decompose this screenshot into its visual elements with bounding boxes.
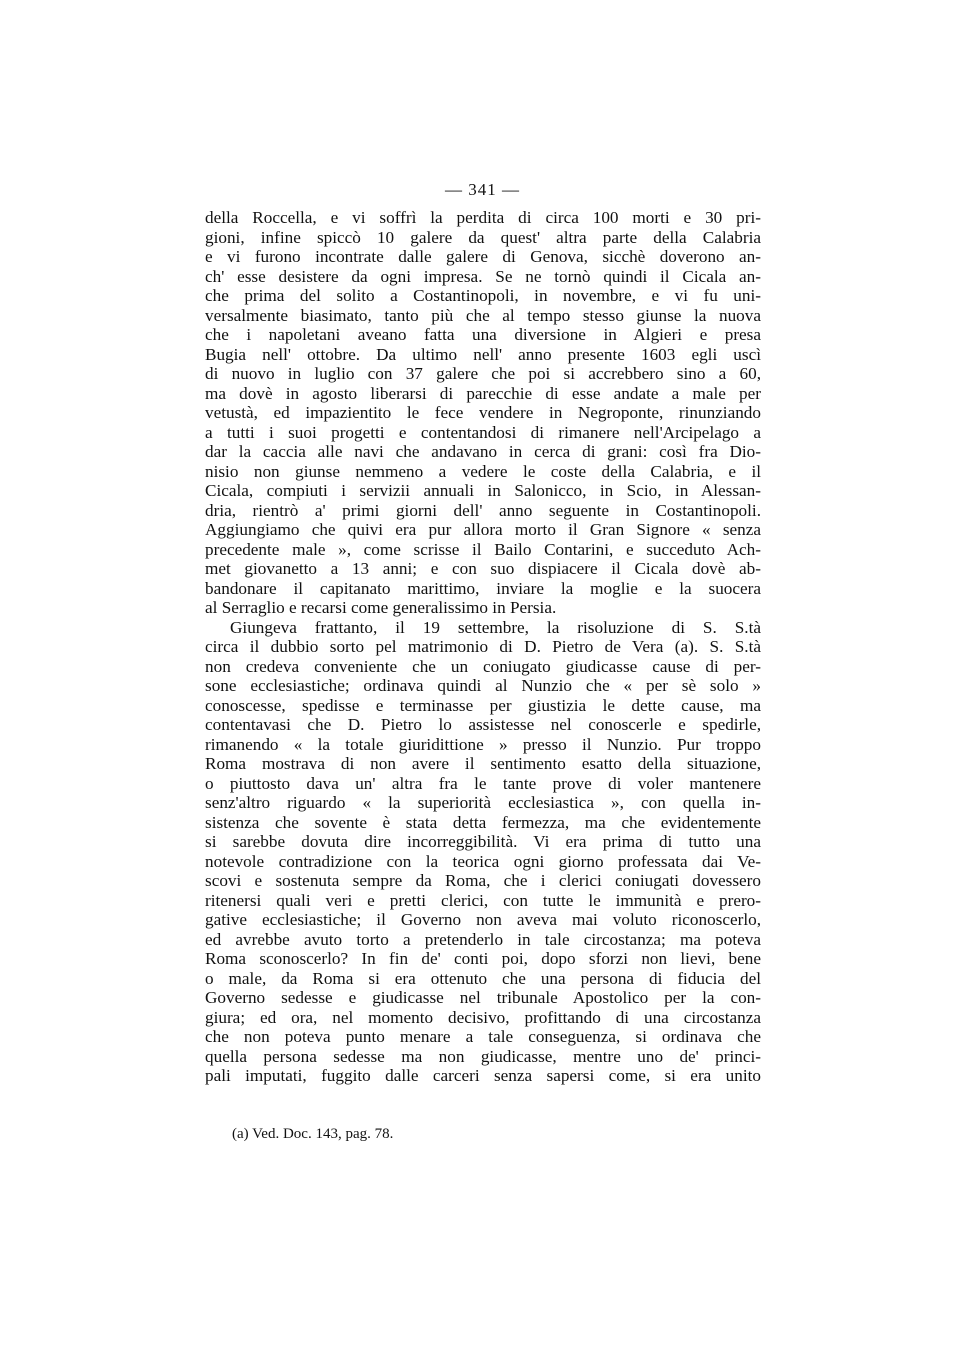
text-line: vetustà, ed impazientito le fece vendere in Negroponte, rinunziando (205, 403, 761, 422)
text-line: Roma mostrava di non avere il sentimento esatto della situazione, (205, 754, 761, 773)
text-line: dar la caccia alle navi che andavano in cerca di grani: così fra Dio- (205, 442, 761, 461)
text-line: bandonare il capitanato marittimo, inviare la moglie e la suocera (205, 578, 761, 598)
text-line: che non poteva punto menare a tale conseguenza, si ordinava che (205, 1027, 761, 1046)
text-line: nisio non giunse nemmeno a vedere le coste della Calabria, e il (205, 461, 761, 481)
text-line: gioni, infine spiccò 10 galere da quest' altra parte della Calabria (205, 227, 761, 247)
body-text (205, 208, 761, 1086)
text-line: precedente male », come scrisse il Bailo Contarini, e succeduto Ach- (205, 539, 761, 559)
page-number: — 341 — (445, 180, 520, 199)
text-line: giura; ed ora, nel momento decisivo, profittando di una circostanza (205, 1007, 761, 1027)
text-line: notevole contradizione con la teorica ogni giorno professata dai Ve- (205, 851, 761, 871)
text-line: e vi furono incontrate dalle galere di Genova, sicchè doverono an- (205, 247, 761, 266)
text-line: o piuttosto dava un' altra fra le tante prove di voler mantenere (205, 773, 761, 793)
text-line: di nuovo in luglio con 37 galere che poi si accrebbero sino a 60, (205, 364, 761, 383)
text-line: sone ecclesiastiche; ordinava quindi al Nunzio che « per sè solo » (205, 676, 761, 695)
text-line: conoscesse, spedisse e terminasse per giustizia le dette cause, ma (205, 695, 761, 715)
text-line: non credeva conveniente che un coniugato giudicasse cause di per- (205, 656, 761, 676)
text-line: rimanendo « la totale giuridittione » presso il Nunzio. Pur troppo (205, 734, 761, 754)
text-line: sistenza che sovente è stata detta fermezza, ma che evidentemente (205, 812, 761, 832)
text-line: o male, da Roma si era ottenuto che una persona di fiducia del (205, 968, 761, 988)
footnote: (a) Ved. Doc. 143, pag. 78. (232, 1126, 394, 1142)
paragraph-first-line: Giungeva frattanto, il 19 settembre, la risoluzione di S. S.tà (230, 617, 761, 637)
text-line: Governo sedesse e giudicasse nel tribunale Apostolico per la con- (205, 988, 761, 1007)
text-line: ch' esse desistere da ogni impresa. Se ne tornò quindi il Cicala an- (205, 266, 761, 286)
text-line: circa il dubbio sorto pel matrimonio di D. Pietro de Vera (a). S. S.tà (205, 637, 761, 656)
text-line: dria, rientrò a' primi giorni dell' anno seguente in Costantinopoli. (205, 500, 761, 520)
text-line: ma dovè in agosto liberarsi di parecchie di esse andate a male per (205, 383, 761, 403)
text-line: Roma sconoscerlo? In fin de' conti poi, dopo sforzi non lievi, bene (205, 949, 761, 968)
text-line: Bugia nell' ottobre. Da ultimo nell' anno presente 1603 egli uscì (205, 344, 761, 364)
text-line: che i napoletani aveano fatta una diversione in Algieri e presa (205, 325, 761, 344)
text-line: quella persona sedesse ma non giudicasse, mentre uno de' princi- (205, 1046, 761, 1066)
text-line: che prima del solito a Costantinopoli, in novembre, e vi fu uni- (205, 286, 761, 305)
text-line: versalmente biasimato, tanto più che al tempo stesso giunse la nuova (205, 305, 761, 325)
text-line: contentavasi che D. Pietro lo assistesse nel conoscerle e spedirle, (205, 715, 761, 734)
text-line: met giovanetto a 13 anni; e con suo dispiacere il Cicala dovè ab- (205, 559, 761, 578)
text-line: a tutti i suoi progetti e contentandosi di rimanere nell'Arcipelago a (205, 422, 761, 442)
text-line: ed avrebbe avuto torto a pretenderlo in tale circostanza; ma poteva (205, 929, 761, 949)
text-line: scovi e sostenuta sempre da Roma, che i clerici coniugati dovessero (205, 871, 761, 890)
text-line: senz'altro riguardo « la superiorità ecclesiastica », con quella in- (205, 793, 761, 812)
text-line: della Roccella, e vi soffrì la perdita di circa 100 morti e 30 pri- (205, 208, 761, 227)
text-line: si sarebbe dovuta dire incorreggibilità. Vi era prima di tutto una (205, 832, 761, 851)
text-line: pali imputati, fuggito dalle carceri senza sapersi come, si era unito (205, 1066, 761, 1085)
text-line: al Serraglio e recarsi come generalissimo in Persia. (205, 598, 557, 617)
text-line: ritenersi quali veri e pretti clerici, con tutte le immunità e prero- (205, 890, 761, 910)
text-line: Cicala, compiuti i servizii annuali in Salonicco, in Scio, in Alessan- (205, 481, 761, 500)
text-line: Aggiungiamo che quivi era pur allora morto il Gran Signore « senza (205, 520, 761, 539)
text-line: gative ecclesiastiche; il Governo non aveva mai voluto riconoscerlo, (205, 910, 761, 929)
